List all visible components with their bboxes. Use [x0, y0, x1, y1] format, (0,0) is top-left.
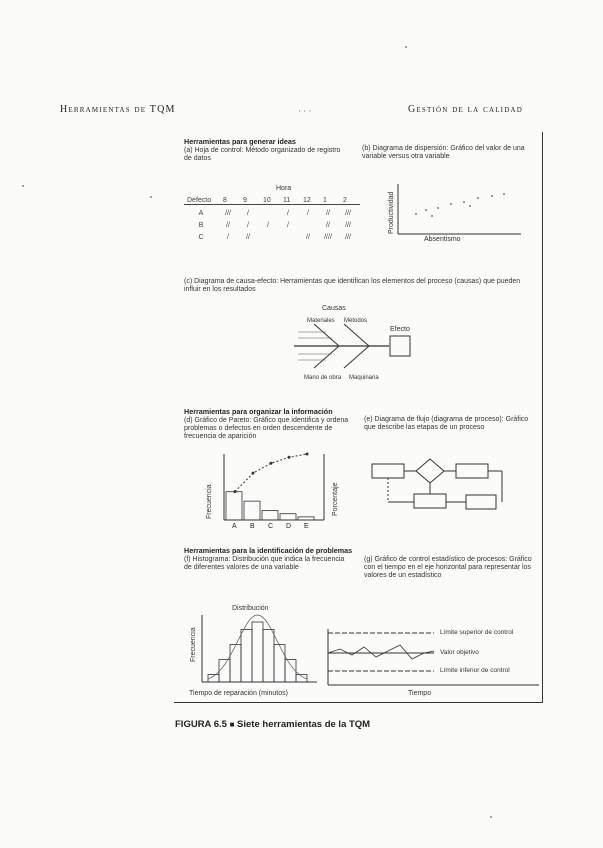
fishbone-machinery-label: Maquinaria — [349, 375, 379, 381]
control-chart — [324, 627, 544, 687]
pareto-cumulative-point — [270, 462, 273, 465]
pareto-cumulative-line — [235, 454, 307, 492]
pareto-cumulative-point — [234, 490, 237, 493]
scatter-caption: (b) Diagrama de dispersión: Gráfico del valor de una variable versus otra variable — [362, 145, 525, 160]
check-sheet-header-cell: 12 — [300, 197, 320, 205]
histogram-bar — [274, 645, 285, 683]
check-sheet-tally: // — [326, 210, 330, 217]
scatter-ylabel: Productividad — [388, 191, 395, 234]
check-sheet-row — [184, 222, 358, 229]
scatter-point — [469, 205, 471, 207]
running-header-right: Gestión de la calidad — [408, 104, 523, 115]
scatter-point — [431, 215, 433, 217]
running-header-left: Herramientas de TQM — [60, 104, 176, 115]
figure-number: FIGURA 6.5 — [175, 719, 227, 730]
check-sheet-row — [184, 210, 358, 217]
check-sheet-header-cell: 9 — [240, 197, 260, 205]
check-sheet-header-row — [184, 197, 360, 205]
pareto-bar — [262, 511, 278, 520]
pareto-category-label: C — [268, 523, 274, 530]
fishbone-caption: (c) Diagrama de causa-efecto: Herramientas que identifican los elementos del proceso (causas) que pueden influir en los resultados — [184, 278, 521, 293]
pareto-cumulative-point — [306, 453, 309, 456]
check-sheet-tally: / — [247, 210, 249, 217]
check-sheet-tally: /// — [345, 234, 351, 241]
scatter-point — [477, 197, 479, 199]
control-target-label: Valor objetivo — [440, 649, 479, 656]
section2-title: Herramientas para organizar la información — [184, 407, 333, 416]
scatter-point — [425, 209, 427, 211]
check-sheet-row — [184, 234, 358, 241]
scatter-point — [415, 213, 417, 215]
pareto-bar — [280, 514, 296, 520]
fishbone-labor-label: Mano de obra — [304, 375, 342, 381]
fishbone-causes-label: Causas — [322, 305, 346, 312]
scatter-plot — [396, 184, 526, 244]
pareto-category-label: E — [304, 523, 309, 530]
control-xlabel: Tiempo — [408, 690, 432, 697]
pareto-chart — [224, 454, 334, 526]
pareto-bar — [226, 492, 242, 520]
check-sheet-row-label: C — [198, 234, 204, 241]
pareto-category-label: D — [286, 523, 292, 530]
check-sheet-tally: /// — [225, 210, 231, 217]
histogram-bar — [230, 645, 241, 683]
scatter-point — [437, 207, 439, 209]
check-sheet-tally: / — [307, 210, 309, 217]
check-sheet-tally: // — [246, 234, 250, 241]
header-dots: · · · — [298, 106, 312, 116]
check-sheet-tally: / — [287, 222, 289, 229]
control-lower-label: Límite inferior de control — [440, 667, 510, 674]
check-sheet-tally: // — [226, 222, 230, 229]
pareto-cumulative-point — [288, 456, 291, 459]
pareto-cumulative-point — [252, 472, 255, 475]
flowchart — [362, 454, 532, 524]
scatter-xlabel: Absentismo — [424, 236, 461, 243]
fishbone-materials-label: Materiales — [307, 318, 335, 324]
check-sheet-tally: //// — [324, 234, 332, 241]
figure-caption — [175, 719, 370, 730]
check-sheet-caption: (a) Hoja de control: Método organizado de registro de datos — [184, 147, 341, 162]
figure-title: Siete herramientas de la TQM — [237, 719, 371, 730]
section3-title: Herramientas para la identificación de problemas — [184, 546, 353, 555]
check-sheet-tally: / — [267, 222, 269, 229]
scatter-point — [491, 195, 493, 197]
histogram-bar — [285, 660, 296, 683]
page-speck — [150, 196, 152, 198]
check-sheet-row-label: A — [198, 210, 204, 217]
check-sheet-row-label: B — [198, 222, 204, 229]
control-upper-label: Límite superior de control — [440, 629, 514, 636]
pareto-categories — [224, 523, 324, 533]
flowchart-caption: (e) Diagrama de flujo (diagrama de proceso): Gráfico que describe las etapas de un proceso — [364, 416, 529, 431]
histogram-caption: (f) Histograma: Distribución que indica la frecuencia de diferentes valores de una variable — [184, 556, 345, 571]
check-sheet-header-cell: 11 — [280, 197, 300, 205]
pareto-category-label: B — [250, 523, 255, 530]
scatter-point — [503, 193, 505, 195]
figure-frame — [174, 132, 543, 703]
fishbone-methods-label: Métodos — [344, 318, 368, 324]
scatter-point — [450, 203, 452, 205]
histogram-xlabel: Tiempo de reparación (minutos) — [189, 690, 288, 697]
histogram-title: Distribución — [232, 605, 269, 612]
check-sheet-header-cell: 8 — [220, 197, 240, 205]
check-sheet-table — [184, 197, 360, 205]
fishbone-effect-label: Efecto — [390, 326, 410, 333]
page-speck — [405, 46, 407, 48]
check-sheet-tally: / — [247, 222, 249, 229]
control-chart-caption: (g) Gráfico de control estadístico de procesos: Gráfico con el tiempo en el eje horizontal para representar los valores de un estadístico — [364, 556, 532, 579]
check-sheet-tally: / — [227, 234, 229, 241]
check-sheet-header-cell: 1 — [320, 197, 340, 205]
pareto-caption: (d) Gráfico de Pareto: Gráfico que identifica y ordena problemas o defectos en orden descendente de frecuencia de aparición — [184, 417, 349, 440]
pareto-category-label: A — [232, 523, 237, 530]
histogram-bar — [241, 630, 252, 683]
caption-square-icon: ■ — [229, 720, 235, 729]
check-sheet-tally: // — [306, 234, 310, 241]
check-sheet-tally: /// — [345, 222, 351, 229]
check-sheet-title: Hora — [276, 185, 292, 192]
histogram-ylabel: Frecuencia — [190, 627, 197, 662]
check-sheet-header-cell: 2 — [340, 197, 360, 205]
section1-title: Herramientas para generar ideas — [184, 137, 296, 146]
pareto-ylabel-right: Porcentaje — [332, 482, 339, 516]
pareto-bar — [244, 501, 260, 520]
page-speck — [22, 185, 24, 187]
histogram-bar — [252, 622, 263, 682]
check-sheet-tally: / — [287, 210, 289, 217]
page-speck — [490, 816, 492, 818]
histogram-bar — [263, 630, 274, 683]
histogram-distribution-curve — [208, 615, 307, 679]
check-sheet-header-cell: Defecto — [184, 197, 220, 205]
pareto-ylabel-left: Frecuencia — [206, 484, 213, 519]
check-sheet-tally: // — [326, 222, 330, 229]
check-sheet-tally: /// — [345, 210, 351, 217]
histogram-bar — [219, 660, 230, 683]
histogram-chart — [202, 615, 322, 685]
check-sheet-header-cell: 10 — [260, 197, 280, 205]
scatter-point — [463, 201, 465, 203]
